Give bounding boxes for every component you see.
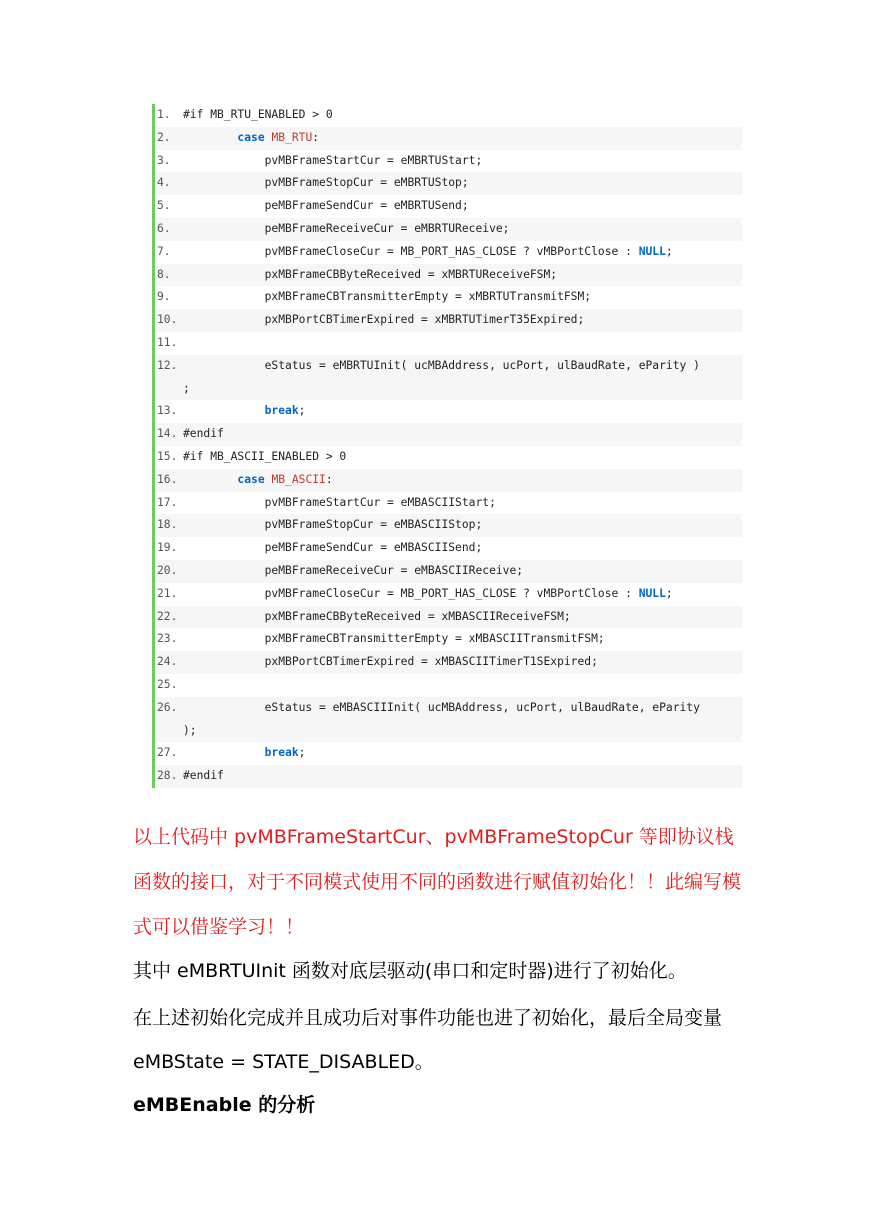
code-line [155,628,742,651]
note-paragraph: 以上代码中 pvMBFrameStartCur、pvMBFrameStopCur 等即协议栈函数的接口，对于不同模式使用不同的函数进行赋值初始化！！此编写模式可以借鉴学习！！ [133,826,742,938]
code-line-continuation [155,378,742,401]
line-number: 5. [157,199,171,213]
line-number: 19. [157,541,178,555]
line-number: 16. [157,472,178,486]
code-line [155,423,742,446]
code-line [155,241,742,264]
code-line [155,446,742,469]
code-line [155,150,742,173]
code-line [155,697,742,720]
line-number: 17. [157,495,178,509]
code-text: ; [183,381,190,395]
line-number: 18. [157,518,178,532]
code-text: case MB_ASCII: [237,472,333,486]
init-paragraph: 其中 eMBRTUInit 函数对底层驱动(串口和定时器)进行了初始化。 [133,960,687,982]
code-line-continuation [155,720,742,743]
line-number: 13. [157,404,178,418]
line-number: 6. [157,221,171,235]
code-text: ); [183,723,197,737]
code-text: eStatus = eMBASCIIInit( ucMBAddress, ucPort, ulBaudRate, eParity [183,700,700,714]
code-text: pvMBFrameStartCur = eMBASCIIStart; [183,495,496,509]
section-heading: eMBEnable 的分析 [133,1094,316,1116]
line-number: 12. [157,358,178,372]
code-text: peMBFrameReceiveCur = eMBRTUReceive; [183,221,510,235]
state-paragraph: 在上述初始化完成并且成功后对事件功能也进了初始化，最后全局变量 eMBState = STATE_DISABLED。 [133,1007,723,1073]
line-number: 24. [157,655,178,669]
code-text: pvMBFrameCloseCur = MB_PORT_HAS_CLOSE ? vMBPortClose : NULL; [183,586,673,600]
code-text: peMBFrameSendCur = eMBASCIISend; [183,541,483,555]
code-line [155,537,742,560]
code-text: pxMBPortCBTimerExpired = xMBASCIITimerT1SExpired; [183,655,598,669]
line-number: 3. [157,153,171,167]
line-number: 27. [157,746,178,760]
code-text: #if MB_RTU_ENABLED > 0 [183,108,333,121]
code-line [155,674,742,697]
code-line [155,514,742,537]
code-text: pvMBFrameStopCur = eMBASCIIStop; [183,518,483,532]
code-text [183,674,742,697]
line-number: 10. [157,313,178,327]
code-text: peMBFrameReceiveCur = eMBASCIIReceive; [183,563,524,577]
code-text: pvMBFrameStartCur = eMBRTUStart; [183,153,483,167]
code-line [155,218,742,241]
code-text: pvMBFrameCloseCur = MB_PORT_HAS_CLOSE ? vMBPortClose : NULL; [183,244,673,258]
code-line [155,469,742,492]
line-number: 4. [157,176,171,190]
code-text [183,332,742,355]
line-number: 14. [157,427,178,441]
line-number: 11. [157,335,178,349]
code-text: break; [264,746,306,760]
code-line [155,286,742,309]
code-line [155,195,742,218]
code-text: #if MB_ASCII_ENABLED > 0 [183,449,347,463]
line-number: 7. [157,244,171,258]
line-number: 25. [157,677,178,691]
code-block [152,104,742,788]
line-number: 2. [157,130,171,144]
code-line [155,765,742,788]
code-text: pxMBFrameCBByteReceived = xMBASCIIReceiveFSM; [183,609,571,623]
code-text: pvMBFrameStopCur = eMBRTUStop; [183,176,469,190]
code-text: peMBFrameSendCur = eMBRTUSend; [183,199,469,213]
code-line [155,172,742,195]
code-line [155,583,742,606]
code-text: case MB_RTU: [237,130,320,144]
line-number: 22. [157,609,178,623]
code-text: pxMBPortCBTimerExpired = xMBRTUTimerT35Expired; [183,313,585,327]
code-line [155,309,742,332]
line-number: 20. [157,563,178,577]
code-line [155,606,742,629]
line-number: 9. [157,290,171,304]
code-line [155,127,742,150]
line-number: 1. [157,108,171,121]
line-number: 21. [157,586,178,600]
code-text: #endif [183,427,224,441]
code-line [155,104,742,127]
code-text: pxMBFrameCBTransmitterEmpty = xMBASCIITransmitFSM; [183,632,605,646]
code-text: pxMBFrameCBByteReceived = xMBRTUReceiveFSM; [183,267,558,281]
line-number: 28. [157,769,178,783]
code-line [155,332,742,355]
line-number: 23. [157,632,178,646]
code-line [155,492,742,515]
code-line [155,651,742,674]
code-line [155,355,742,378]
code-line [155,742,742,765]
code-line [155,264,742,287]
code-text: eStatus = eMBRTUInit( ucMBAddress, ucPort, ulBaudRate, eParity ) [183,358,700,372]
line-number: 15. [157,449,178,463]
code-text: break; [264,404,306,418]
code-line [155,400,742,423]
line-number: 8. [157,267,171,281]
code-line [155,560,742,583]
code-text: pxMBFrameCBTransmitterEmpty = xMBRTUTransmitFSM; [183,290,592,304]
line-number: 26. [157,700,178,714]
code-text: #endif [183,769,224,783]
